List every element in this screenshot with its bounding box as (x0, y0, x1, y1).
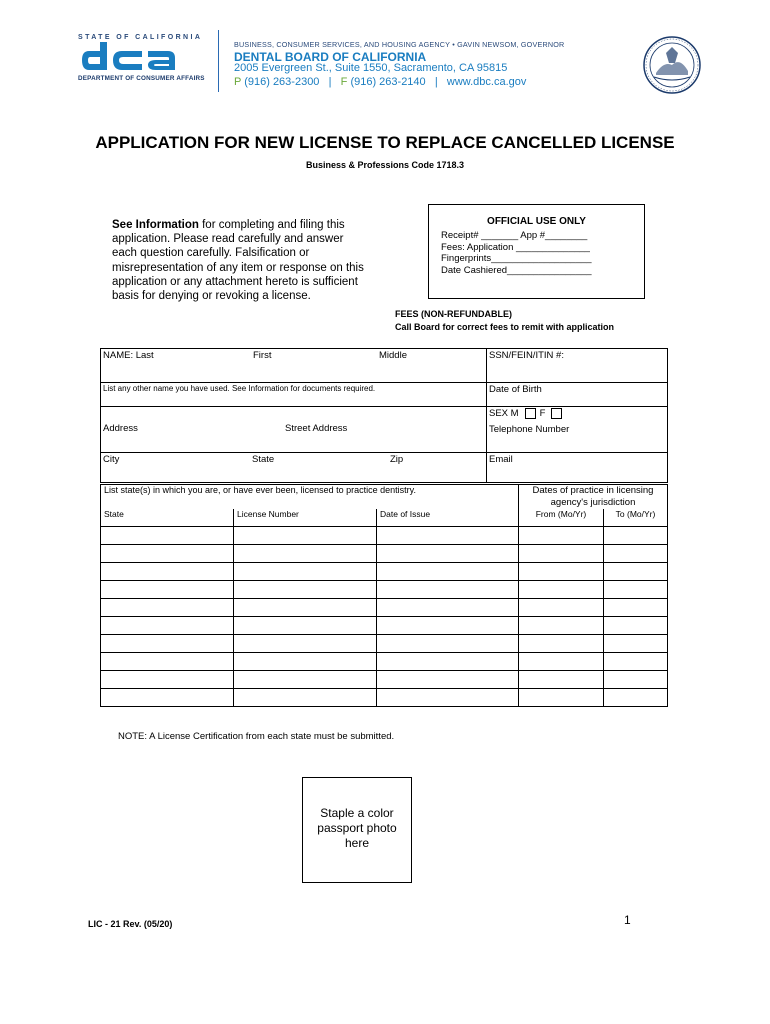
dob-field[interactable]: Date of Birth (487, 383, 668, 407)
table-cell[interactable] (377, 599, 519, 617)
table-cell[interactable] (377, 563, 519, 581)
information-paragraph (112, 218, 367, 303)
photo-box (302, 777, 412, 883)
form-title: APPLICATION FOR NEW LICENSE TO REPLACE CANCELLED LICENSE (95, 133, 675, 152)
table-cell[interactable] (101, 671, 234, 689)
column-header: License Number (234, 509, 377, 527)
table-cell[interactable] (101, 545, 234, 563)
official-use-line: Receipt# _______ App #________ (441, 230, 588, 241)
photo-instruction-line: here (344, 836, 370, 850)
table-cell[interactable] (519, 581, 604, 599)
phone-label: P (234, 76, 242, 88)
sex-field (487, 407, 668, 423)
form-code: LIC - 21 Rev. (05/20) (88, 919, 173, 929)
license-prompt: List state(s) in which you are, or have ever been, licensed to practice dentistry. (101, 485, 519, 510)
name-last-label: NAME: Last (103, 350, 154, 361)
table-cell[interactable] (234, 671, 377, 689)
table-cell[interactable] (234, 527, 377, 545)
fax-label: F (340, 76, 348, 88)
table-cell[interactable] (519, 671, 604, 689)
table-cell[interactable] (604, 635, 668, 653)
table-cell[interactable] (101, 653, 234, 671)
fax-number: (916) 263-2140 (350, 76, 426, 88)
table-cell[interactable] (234, 545, 377, 563)
table-cell[interactable] (101, 581, 234, 599)
table-cell[interactable] (519, 635, 604, 653)
department-of-consumer-affairs-text: DEPARTMENT OF CONSUMER AFFAIRS (78, 75, 205, 82)
state-label: State (252, 454, 275, 465)
table-cell[interactable] (101, 527, 234, 545)
table-cell[interactable] (377, 635, 519, 653)
table-cell[interactable] (101, 563, 234, 581)
photo-instruction-line: Staple a color (320, 806, 394, 820)
table-row (101, 689, 668, 707)
table-cell[interactable] (604, 689, 668, 707)
table-row (101, 617, 668, 635)
table-row (101, 545, 668, 563)
board-name: DENTAL BOARD OF CALIFORNIA (234, 50, 427, 64)
table-cell[interactable] (604, 653, 668, 671)
table-cell[interactable] (234, 617, 377, 635)
city-label: City (103, 454, 120, 465)
table-cell[interactable] (234, 599, 377, 617)
column-header: Date of Issue (377, 509, 519, 527)
separator: | (434, 76, 438, 88)
table-cell[interactable] (377, 527, 519, 545)
official-use-line: Fees: Application ______________ (441, 241, 590, 253)
dca-logo (80, 42, 210, 79)
contact-line (234, 76, 526, 88)
fees-section (395, 308, 614, 334)
table-cell[interactable] (101, 635, 234, 653)
phone-number: (916) 263-2300 (244, 76, 320, 88)
table-cell[interactable] (604, 617, 668, 635)
table-row (101, 599, 668, 617)
fees-heading: FEES (NON-REFUNDABLE) (395, 309, 512, 319)
table-cell[interactable] (377, 617, 519, 635)
table-cell[interactable] (101, 689, 234, 707)
table-cell[interactable] (604, 563, 668, 581)
table-row (101, 581, 668, 599)
sex-f-label: F (539, 408, 546, 420)
table-cell[interactable] (101, 617, 234, 635)
table-cell[interactable] (604, 671, 668, 689)
website-link[interactable]: www.dbc.ca.gov (446, 76, 527, 88)
table-cell[interactable] (604, 545, 668, 563)
license-rows (101, 527, 668, 707)
table-cell[interactable] (519, 527, 604, 545)
table-cell[interactable] (234, 563, 377, 581)
page-number: 1 (624, 913, 631, 927)
table-cell[interactable] (604, 581, 668, 599)
official-use-box (428, 204, 645, 299)
table-cell[interactable] (604, 527, 668, 545)
sex-f-checkbox[interactable] (551, 408, 562, 419)
note-text: NOTE: A License Certification from each state must be submitted. (118, 731, 395, 742)
name-first-label: First (253, 350, 272, 361)
name-middle-label: Middle (379, 350, 407, 361)
fees-instruction: Call Board for correct fees to remit with application (395, 322, 615, 332)
information-text: for completing and filing this application. Please read carefully and answer each question carefully. Falsification or misrepresentation of any item or response on this application or any attachment hereto is sufficient basis for denying or revoking a license. (112, 219, 364, 303)
telephone-field[interactable]: Telephone Number (487, 423, 668, 453)
table-cell[interactable] (377, 689, 519, 707)
table-row (101, 635, 668, 653)
name-field[interactable] (101, 349, 487, 383)
dates-practice-header: Dates of practice in licensing agency's jurisdiction (519, 485, 668, 510)
table-cell[interactable] (519, 545, 604, 563)
agency-line: BUSINESS, CONSUMER SERVICES, AND HOUSING AGENCY • GAVIN NEWSOM, GOVERNOR (234, 40, 565, 49)
sex-m-checkbox[interactable] (525, 408, 536, 419)
state-of-california-text: STATE OF CALIFORNIA (78, 34, 203, 41)
table-cell[interactable] (604, 599, 668, 617)
table-cell[interactable] (377, 581, 519, 599)
table-cell[interactable] (519, 563, 604, 581)
table-cell[interactable] (519, 653, 604, 671)
other-names-field[interactable]: List any other name you have used. See Information for documents required. (101, 383, 487, 407)
ssn-field[interactable]: SSN/FEIN/ITIN #: (487, 349, 668, 383)
photo-instruction-line: passport photo (317, 821, 397, 835)
table-cell[interactable] (519, 617, 604, 635)
table-cell[interactable] (234, 635, 377, 653)
license-table (100, 484, 668, 707)
email-field[interactable]: Email (487, 453, 668, 483)
column-header: State (101, 509, 234, 527)
city-state-zip-field[interactable] (101, 453, 487, 483)
address-label: Address (103, 423, 138, 434)
see-information-label: See Information (112, 219, 199, 231)
address-field[interactable] (101, 407, 487, 453)
table-cell[interactable] (519, 689, 604, 707)
table-cell[interactable] (234, 689, 377, 707)
table-row (101, 563, 668, 581)
table-cell[interactable] (101, 599, 234, 617)
table-cell[interactable] (519, 599, 604, 617)
board-address: 2005 Evergreen St., Suite 1550, Sacramento, CA 95815 (234, 62, 508, 74)
table-cell[interactable] (234, 653, 377, 671)
separator: | (328, 76, 332, 88)
code-reference: Business & Professions Code 1718.3 (305, 160, 465, 170)
street-address-label: Street Address (285, 423, 348, 434)
table-cell[interactable] (377, 671, 519, 689)
official-use-heading: OFFICIAL USE ONLY (487, 216, 586, 227)
table-cell[interactable] (377, 545, 519, 563)
official-use-line: Date Cashiered________________ (441, 264, 592, 276)
state-seal-icon (642, 35, 702, 100)
table-cell[interactable] (377, 653, 519, 671)
header-divider (218, 30, 219, 92)
zip-label: Zip (390, 454, 404, 465)
sex-m-label: SEX M (489, 408, 519, 420)
official-use-line: Fingerprints___________________ (441, 253, 592, 264)
column-header: From (Mo/Yr) (519, 509, 604, 527)
table-row (101, 527, 668, 545)
table-row (101, 653, 668, 671)
table-row (101, 671, 668, 689)
applicant-info-table (100, 348, 668, 483)
table-cell[interactable] (234, 581, 377, 599)
column-header: To (Mo/Yr) (604, 509, 668, 527)
